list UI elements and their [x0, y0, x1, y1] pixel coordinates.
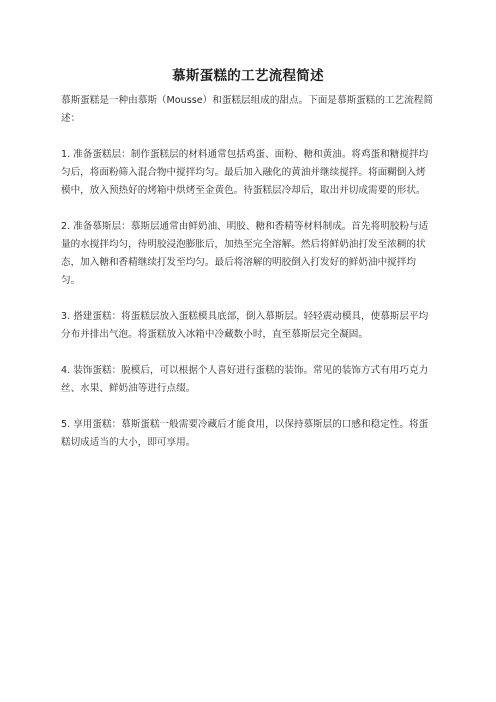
paragraph-spacer: [61, 128, 435, 146]
intro-paragraph: 慕斯蛋糕是一种由慕斯（Mousse）和蛋糕层组成的甜点。下面是慕斯蛋糕的工艺流程简述：: [61, 95, 433, 124]
paragraph-spacer: [61, 398, 435, 416]
paragraph-spacer: [61, 200, 435, 218]
step-5-paragraph: 5. 享用蛋糕：慕斯蛋糕一般需要冷藏后才能食用，以保持慕斯层的口感和稳定性。将蛋糕切成适当的大小，即可享用。: [61, 419, 429, 448]
document-body: [61, 92, 435, 452]
step-2-paragraph: 2. 准备慕斯层：慕斯层通常由鲜奶油、明胶、糖和香精等材料制成。首先将明胶粉与适量的水搅拌均匀，待明胶浸泡膨胀后，加热至完全溶解。然后将鲜奶油打发至浓稠的状态，加入糖和香精继续打发至均匀。最后将溶解的明胶倒入打发好的鲜奶油中搅拌均匀。: [61, 221, 429, 286]
document-title: 慕斯蛋糕的工艺流程简述: [172, 68, 324, 84]
paragraph-spacer: [61, 344, 435, 362]
step-3-paragraph: 3. 搭建蛋糕：将蛋糕层放入蛋糕模具底部，倒入慕斯层。轻轻震动模具，使慕斯层平均分布并排出气泡。将蛋糕放入冰箱中冷藏数小时，直至慕斯层完全凝固。: [61, 311, 429, 340]
step-1-paragraph: 1. 准备蛋糕层：制作蛋糕层的材料通常包括鸡蛋、面粉、糖和黄油。将鸡蛋和糖搅拌均匀后，将面粉筛入混合物中搅拌均匀。最后加入融化的黄油并继续搅拌。将面糊倒入烤模中，放入预热好的烤箱中烘烤至金黄色。待蛋糕层冷却后，取出并切成需要的形状。: [61, 149, 429, 196]
step-4-paragraph: 4. 装饰蛋糕：脱模后，可以根据个人喜好进行蛋糕的装饰。常见的装饰方式有用巧克力丝、水果、鲜奶油等进行点缀。: [61, 365, 429, 394]
paragraph-spacer: [61, 290, 435, 308]
